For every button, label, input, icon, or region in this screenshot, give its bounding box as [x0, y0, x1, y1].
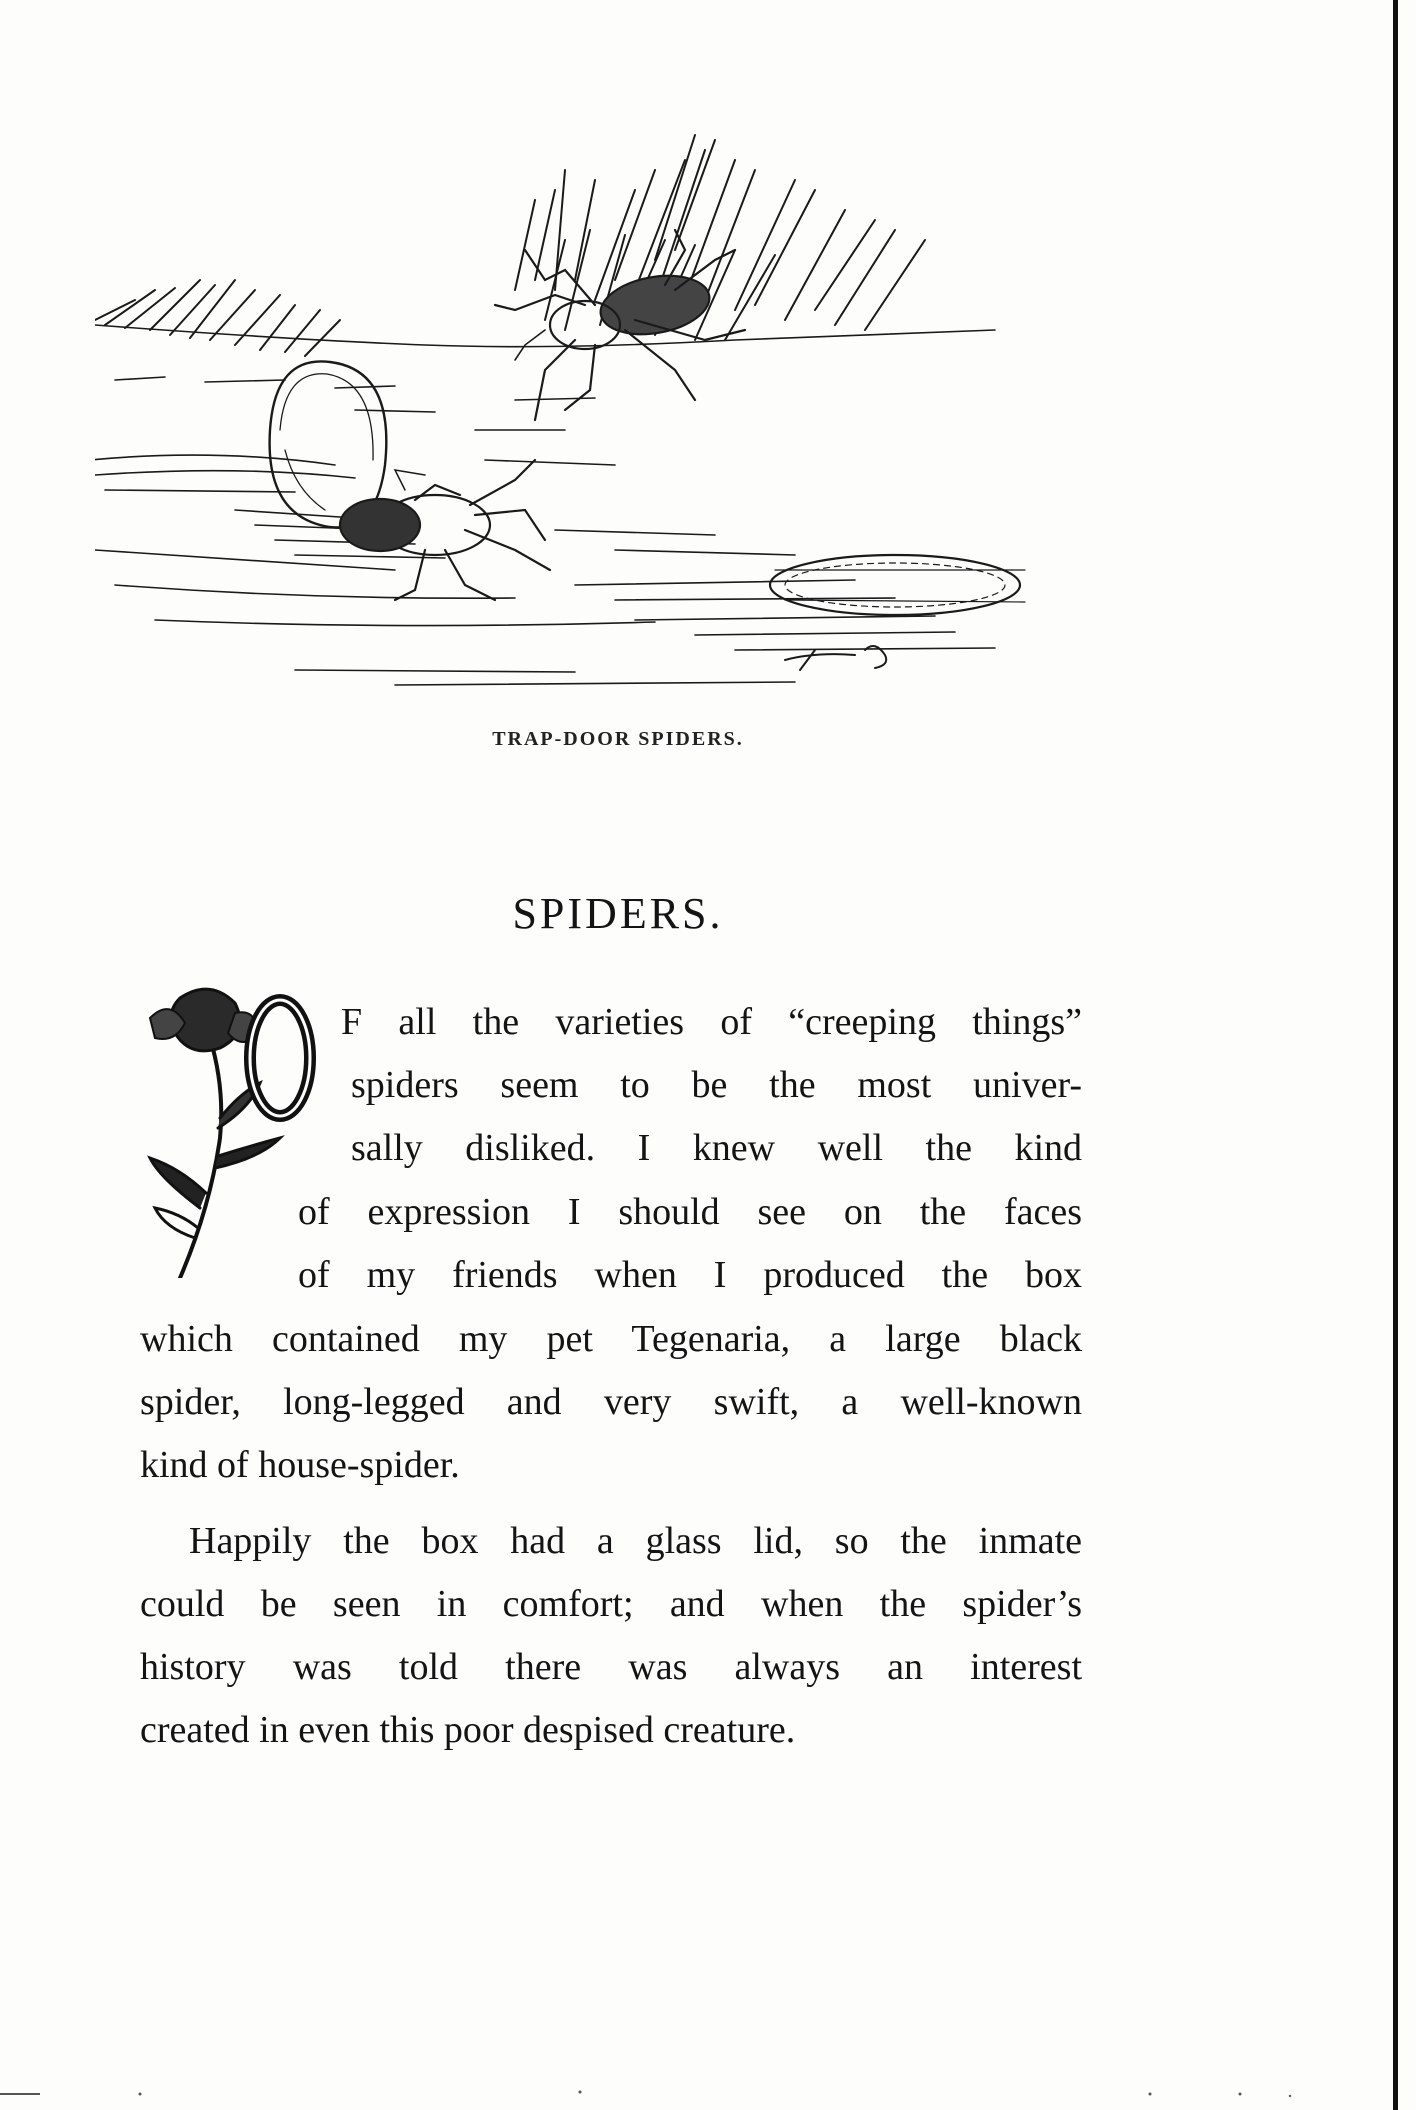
- paragraph-2-line-4: created in even this poor despised creature.: [140, 1709, 796, 1751]
- paragraph-2-line-3: history was told there was always an interest: [140, 1646, 1082, 1688]
- paragraph-1-line-2: spiders seem to be the most univer-: [351, 1064, 1082, 1106]
- paragraph-1-line-6: which contained my pet Tegenaria, a large black: [140, 1318, 1082, 1360]
- paragraph-1-line-3: sally disliked. I knew well the kind: [351, 1127, 1082, 1169]
- paragraph-1-line-7: spider, long-legged and very swift, a well-known: [140, 1381, 1082, 1423]
- burrow-spider: [340, 460, 550, 600]
- walking-spider: [495, 230, 745, 420]
- chapter-title: SPIDERS.: [512, 889, 724, 938]
- paragraph-1-line-4: of expression I should see on the faces: [298, 1191, 1082, 1233]
- paragraph-2-line-2: could be seen in comfort; and when the spider’s: [140, 1583, 1082, 1625]
- paragraph-1-line-1: F all the varieties of “creeping things”: [341, 1001, 1082, 1043]
- grass-tufts: [95, 135, 925, 356]
- page-specks: [0, 2088, 1416, 2102]
- paragraph-2-line-1: Happily the box had a glass lid, so the inmate: [189, 1520, 1082, 1562]
- trap-door-spiders-illustration: [95, 130, 1140, 710]
- illustration-caption: TRAP-DOOR SPIDERS.: [492, 728, 744, 750]
- ground-hatching: [95, 325, 1025, 685]
- paragraph-1-line-5: of my friends when I produced the box: [298, 1254, 1082, 1296]
- page-edge: [1393, 0, 1398, 2110]
- paragraph-1-line-8: kind of house-spider.: [140, 1444, 460, 1486]
